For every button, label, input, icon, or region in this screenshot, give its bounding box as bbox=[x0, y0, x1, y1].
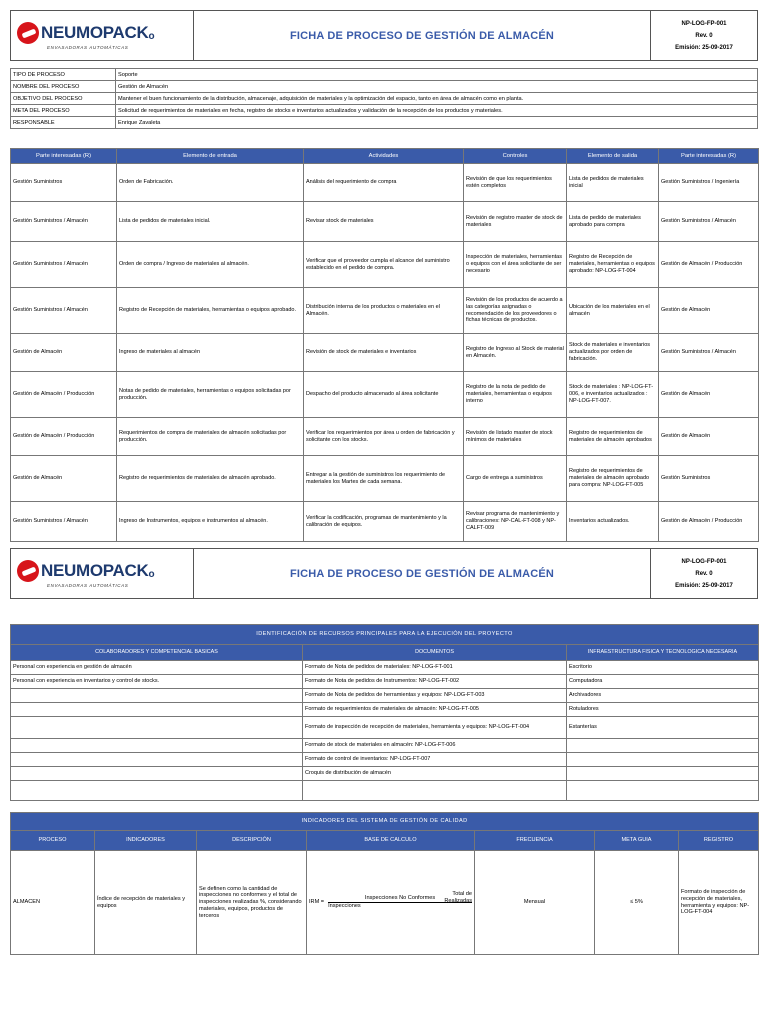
process-cell: Revisar stock de materiales bbox=[304, 202, 464, 242]
resources-row bbox=[11, 739, 759, 753]
resources-table bbox=[10, 624, 759, 801]
resources-cell bbox=[303, 781, 567, 801]
process-cell: Stock de materiales : NP-LOG-FT-006, e inventarios actualizados : NP-LOG-FT-007. bbox=[567, 372, 659, 418]
formula-total-label: Total de bbox=[452, 891, 472, 897]
indicators-column-header: INDICADORES bbox=[95, 831, 197, 851]
process-info-table bbox=[10, 68, 758, 129]
info-row bbox=[11, 81, 758, 93]
document-revision: Rev. 0 bbox=[695, 32, 713, 39]
info-row bbox=[11, 117, 758, 129]
formula-fraction bbox=[328, 891, 472, 910]
info-label: META DEL PROCESO bbox=[11, 105, 116, 117]
column-header: Elemento de salida bbox=[567, 149, 659, 164]
document-meta bbox=[651, 11, 758, 61]
info-value: Soporte bbox=[116, 69, 758, 81]
resources-cell: Formato de control de inventarios: NP-LOG-FT-007 bbox=[303, 753, 567, 767]
column-header: Actividades bbox=[304, 149, 464, 164]
process-cell: Gestión Suministros / Ingeniería bbox=[659, 164, 759, 202]
column-header: Elemento de entrada bbox=[117, 149, 304, 164]
process-cell: Gestión de Almacén bbox=[11, 456, 117, 502]
resources-cell: Rotuladores bbox=[567, 703, 759, 717]
logo-mark-icon bbox=[17, 560, 39, 582]
company-logo bbox=[17, 22, 187, 44]
info-label: TIPO DE PROCESO bbox=[11, 69, 116, 81]
resources-cell: Escritorio bbox=[567, 661, 759, 675]
resources-cell: Formato de stock de materiales en almacén: NP-LOG-FT-006 bbox=[303, 739, 567, 753]
column-header: Parte interesadas (R) bbox=[659, 149, 759, 164]
resources-cell: Formato de inspección de recepción de materiales, herramienta y equipos: NP-LOG-FT-004 bbox=[303, 717, 567, 739]
process-cell: Ingreso de Instrumentos, equipos e instrumentos al almacén. bbox=[117, 502, 304, 542]
indicator-row bbox=[11, 851, 759, 955]
resources-title: IDENTIFICACIÓN DE RECURSOS PRINCIPALES PARA LA EJECUCIÓN DEL PROYECTO bbox=[11, 625, 759, 645]
process-cell: Orden de compra / Ingreso de materiales al almacén. bbox=[117, 242, 304, 288]
process-cell: Orden de Fabricación. bbox=[117, 164, 304, 202]
process-cell: Verificar los requerimientos por área u orden de fabricación y solicitante con los stocks. bbox=[304, 418, 464, 456]
logo-cell bbox=[11, 11, 194, 61]
info-value: Solicitud de requerimientos de materiales en fecha, registro de stocks e inventarios actualizados y validación de la recepción de los productos y materiales. bbox=[116, 105, 758, 117]
process-cell: Ingreso de materiales al almacén bbox=[117, 334, 304, 372]
process-row bbox=[11, 456, 759, 502]
process-cell: Revisar programa de mantenimiento y calibraciones: NP-CAL-FT-008 y NP-CALFT-009 bbox=[464, 502, 567, 542]
indicators-column-header: REGISTRO bbox=[679, 831, 759, 851]
process-cell: Lista de pedido de materiales aprobado para compra bbox=[567, 202, 659, 242]
process-cell: Revisión de listado master de stock mínimos de materiales bbox=[464, 418, 567, 456]
resources-cell: Formato de requerimientos de materiales de almacén: NP-LOG-FT-005 bbox=[303, 703, 567, 717]
company-logo bbox=[17, 560, 187, 582]
info-value: Mantener el buen funcionamiento de la distribución, almacenaje, adquisición de materiales y la optimización del espacio, tanto en área de almacén como en planta. bbox=[116, 93, 758, 105]
process-cell: Gestión de Almacén bbox=[659, 418, 759, 456]
resources-cell bbox=[11, 703, 303, 717]
resources-cell bbox=[567, 767, 759, 781]
resources-cell bbox=[567, 739, 759, 753]
indicators-column-header: FRECUENCIA bbox=[475, 831, 595, 851]
document-meta bbox=[651, 549, 758, 599]
indicator-record: Formato de inspección de recepción de materiales, herramienta y equipos: NP-LOG-FT-004 bbox=[679, 851, 759, 955]
formula-numerator: Inspecciones No Conformes bbox=[328, 895, 472, 903]
process-cell: Gestión de Almacén bbox=[11, 334, 117, 372]
process-cell: Gestión Suministros / Almacén bbox=[659, 334, 759, 372]
resources-cell: Archivadores bbox=[567, 689, 759, 703]
process-cell: Registro de requerimientos de materiales de almacén aprobado. bbox=[117, 456, 304, 502]
indicator-formula bbox=[307, 851, 475, 955]
info-row bbox=[11, 69, 758, 81]
process-cell: Distribución interna de los productos o materiales en el Almacén. bbox=[304, 288, 464, 334]
document-title: FICHA DE PROCESO DE GESTIÓN DE ALMACÉN bbox=[194, 549, 651, 599]
logo-cell bbox=[11, 549, 194, 599]
process-cell: Gestión Suministros / Almacén bbox=[11, 288, 117, 334]
document-header-page-2 bbox=[10, 548, 758, 599]
process-cell: Registro de Recepción de materiales, herramientas o equipos aprobado: NP-LOG-FT-004 bbox=[567, 242, 659, 288]
logo-mark-icon bbox=[17, 22, 39, 44]
process-cell: Notas de pedido de materiales, herramientas o equipos solicitadas por producción. bbox=[117, 372, 304, 418]
formula-realized-label: Realizadas bbox=[444, 897, 472, 904]
resources-cell: Formato de Nota de pedidos de herramientas y equipos: NP-LOG-FT-003 bbox=[303, 689, 567, 703]
process-cell: Gestión de Almacén / Producción bbox=[11, 372, 117, 418]
info-value: Gestión de Almacén bbox=[116, 81, 758, 93]
resources-row bbox=[11, 689, 759, 703]
process-cell: Gestión Suministros bbox=[11, 164, 117, 202]
process-cell: Despacho del producto almacenado al área solicitante bbox=[304, 372, 464, 418]
column-header: Parte interesadas (R) bbox=[11, 149, 117, 164]
indicators-column-header: PROCESO bbox=[11, 831, 95, 851]
info-row bbox=[11, 105, 758, 117]
resources-row bbox=[11, 753, 759, 767]
document-revision: Rev. 0 bbox=[695, 570, 713, 577]
info-row bbox=[11, 93, 758, 105]
process-cell: Revisión de que los requerimientos estén completos bbox=[464, 164, 567, 202]
info-label: RESPONSABLE bbox=[11, 117, 116, 129]
info-value: Enrique Zavaleta bbox=[116, 117, 758, 129]
process-cell: Gestión de Almacén / Producción bbox=[659, 242, 759, 288]
document-title: FICHA DE PROCESO DE GESTIÓN DE ALMACÉN bbox=[194, 11, 651, 61]
resources-column-header: DOCUMENTOS bbox=[303, 645, 567, 661]
resources-row bbox=[11, 675, 759, 689]
process-cell: Gestión Suministros / Almacén bbox=[11, 202, 117, 242]
indicators-column-header: BASE DE CALCULO bbox=[307, 831, 475, 851]
resources-cell bbox=[11, 717, 303, 739]
process-cell: Registro de Ingreso al Stock de material en Almacén. bbox=[464, 334, 567, 372]
resources-cell: Formato de Nota de pedidos de materiales: NP-LOG-FT-001 bbox=[303, 661, 567, 675]
process-cell: Inventarios actualizados. bbox=[567, 502, 659, 542]
process-cell: Entregar a la gestión de suministros los requerimiento de materiales los Martes de cada semana. bbox=[304, 456, 464, 502]
indicators-title: INDICADORES DEL SISTEMA DE GESTIÓN DE CALIDAD bbox=[11, 813, 759, 831]
formula-label: IRM = bbox=[309, 899, 325, 906]
process-cell: Gestión Suministros bbox=[659, 456, 759, 502]
document-code: NP-LOG-FP-001 bbox=[681, 20, 727, 27]
process-cell: Cargo de entrega a suministros bbox=[464, 456, 567, 502]
indicator-frequency: Mensual bbox=[475, 851, 595, 955]
process-cell: Análisis del requerimiento de compra bbox=[304, 164, 464, 202]
process-row bbox=[11, 334, 759, 372]
brand-tagline: ENVASADORAS AUTOMÁTICAS bbox=[47, 582, 129, 588]
indicators-column-header: DESCRIPCIÓN bbox=[197, 831, 307, 851]
resources-cell bbox=[567, 781, 759, 801]
process-row bbox=[11, 418, 759, 456]
process-cell: Revisión de registro master de stock de materiales bbox=[464, 202, 567, 242]
resources-cell bbox=[11, 753, 303, 767]
resources-cell: Personal con experiencia en inventarios y control de stocks. bbox=[11, 675, 303, 689]
process-cell: Revisión de stock de materiales e inventarios bbox=[304, 334, 464, 372]
resources-cell bbox=[567, 753, 759, 767]
process-row bbox=[11, 242, 759, 288]
indicators-table bbox=[10, 812, 759, 955]
process-cell: Registro de requerimientos de materiales de almacén aprobado para compra: NP-LOG-FT-005 bbox=[567, 456, 659, 502]
resources-cell: Personal con experiencia en gestión de almacén bbox=[11, 661, 303, 675]
resources-column-header: COLABORADORES Y COMPETENCIAL BASICAS bbox=[11, 645, 303, 661]
indicator-process: ALMACEN bbox=[11, 851, 95, 955]
process-cell: Registro de Recepción de materiales, herramientas o equipos aprobado. bbox=[117, 288, 304, 334]
process-row bbox=[11, 164, 759, 202]
info-label: OBJETIVO DEL PROCESO bbox=[11, 93, 116, 105]
process-cell: Gestión Suministros / Almacén bbox=[659, 202, 759, 242]
resources-cell bbox=[11, 739, 303, 753]
process-cell: Verificar la codificación, programas de mantenimiento y la calibración de equipos. bbox=[304, 502, 464, 542]
resources-row bbox=[11, 781, 759, 801]
resources-row bbox=[11, 703, 759, 717]
process-cell: Gestión de Almacén bbox=[659, 372, 759, 418]
process-cell: Lista de pedidos de materiales inicial. bbox=[117, 202, 304, 242]
process-row bbox=[11, 202, 759, 242]
brand-tagline: ENVASADORAS AUTOMÁTICAS bbox=[47, 44, 129, 50]
resources-cell bbox=[11, 689, 303, 703]
resources-cell: Croquis de distribución de almacén bbox=[303, 767, 567, 781]
resources-cell: Formato de Nota de pedidos de Instrumentos: NP-LOG-FT-002 bbox=[303, 675, 567, 689]
process-cell: Gestión Suministros / Almacén bbox=[11, 502, 117, 542]
process-cell: Stock de materiales e inventarios actualizados por orden de fabricación. bbox=[567, 334, 659, 372]
document-issue-date: Emisión: 25-09-2017 bbox=[675, 44, 733, 51]
resources-cell bbox=[11, 767, 303, 781]
brand-name: NEUMOPACKo bbox=[41, 560, 155, 580]
process-row bbox=[11, 288, 759, 334]
resources-row bbox=[11, 767, 759, 781]
process-row bbox=[11, 502, 759, 542]
process-cell: Lista de pedidos de materiales inicial bbox=[567, 164, 659, 202]
process-cell: Ubicación de los materiales en el almacén bbox=[567, 288, 659, 334]
process-cell: Revisión de los productos de acuerdo a las categorías asignadas o recomendación de los proveedores o fichas técnicas de productos. bbox=[464, 288, 567, 334]
process-cell: Registro de la nota de pedido de materiales, herramientas o equipos interno bbox=[464, 372, 567, 418]
document-header bbox=[10, 10, 758, 61]
process-cell: Gestión de Almacén bbox=[659, 288, 759, 334]
document-code: NP-LOG-FP-001 bbox=[681, 558, 727, 565]
indicator-description: Se definen como la cantidad de inspecciones no conformes y el total de inspecciones realizadas %, considerando materiales, equipos, productos de terceros bbox=[197, 851, 307, 955]
process-cell: Registro de requerimientos de materiales de almacén aprobados bbox=[567, 418, 659, 456]
process-table bbox=[10, 148, 759, 542]
column-header: Controles bbox=[464, 149, 567, 164]
resources-cell bbox=[11, 781, 303, 801]
process-cell: Verificar que el proveedor cumpla el alcance del suministro establecido en el pedido de compra. bbox=[304, 242, 464, 288]
info-label: NOMBRE DEL PROCESO bbox=[11, 81, 116, 93]
process-cell: Requerimientos de compra de materiales de almacén solicitadas por producción. bbox=[117, 418, 304, 456]
document-issue-date: Emisión: 25-09-2017 bbox=[675, 582, 733, 589]
formula-denominator: Inspecciones bbox=[328, 903, 361, 909]
resources-cell: Computadora bbox=[567, 675, 759, 689]
indicators-column-header: META GUIA bbox=[595, 831, 679, 851]
resources-row bbox=[11, 661, 759, 675]
process-cell: Inspección de materiales, herramientas o equipos con el área solicitante de ser necesario bbox=[464, 242, 567, 288]
indicator-target: ≤ 5% bbox=[595, 851, 679, 955]
brand-name: NEUMOPACKo bbox=[41, 22, 155, 42]
indicator-name: Índice de recepción de materiales y equipos bbox=[95, 851, 197, 955]
resources-cell: Estanterías bbox=[567, 717, 759, 739]
resources-row bbox=[11, 717, 759, 739]
process-cell: Gestión de Almacén / Producción bbox=[11, 418, 117, 456]
process-row bbox=[11, 372, 759, 418]
process-cell: Gestión de Almacén / Producción bbox=[659, 502, 759, 542]
resources-column-header: INFRAESTRUCTURA FISICA Y TECNOLOGICA NECESARIA bbox=[567, 645, 759, 661]
process-cell: Gestión Suministros / Almacén bbox=[11, 242, 117, 288]
